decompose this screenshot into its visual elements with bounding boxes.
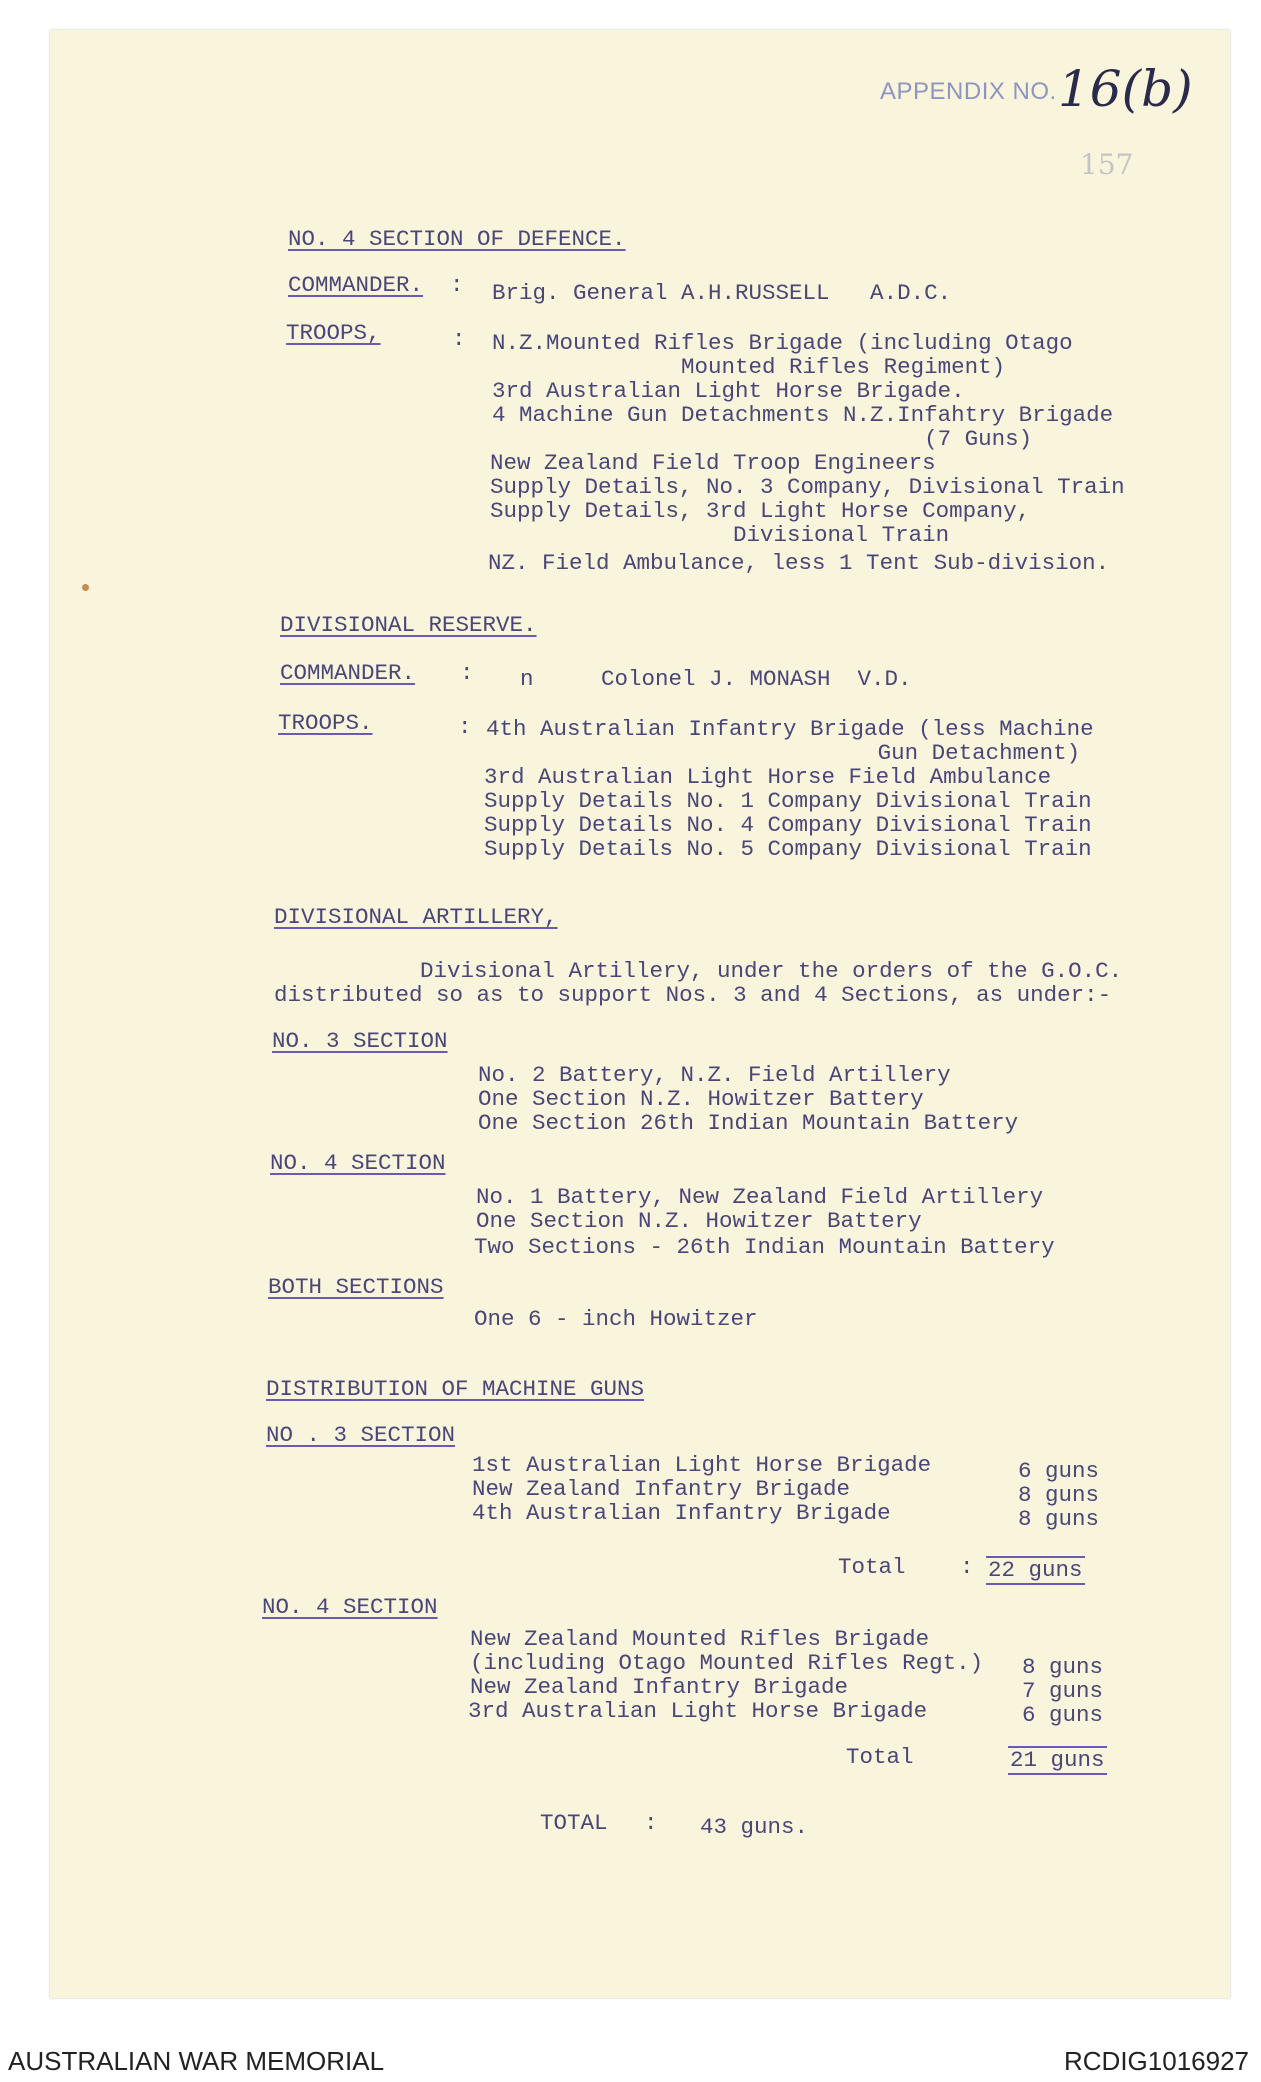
- artillery-sec3-label: NO. 3 SECTION: [272, 1028, 448, 1054]
- section4-title: NO. 4 SECTION OF DEFENCE.: [288, 226, 626, 252]
- artillery-title: DIVISIONAL ARTILLERY,: [274, 904, 558, 930]
- list-item: No. 1 Battery, New Zealand Field Artillery: [476, 1184, 1044, 1210]
- list-item: Gun Detachment): [486, 740, 1081, 766]
- list-item: Divisional Train: [490, 522, 950, 548]
- mg-unit: 1st Australian Light Horse Brigade: [472, 1452, 932, 1478]
- mg-sec4-label: NO. 4 SECTION: [262, 1594, 438, 1620]
- reserve-title: DIVISIONAL RESERVE.: [280, 612, 537, 638]
- mg-sec3-label: NO . 3 SECTION: [266, 1422, 456, 1448]
- mg-unit: 3rd Australian Light Horse Brigade: [468, 1698, 928, 1724]
- section4-commander-sep: :: [450, 272, 464, 298]
- mg-guns: 8 guns: [1018, 1506, 1100, 1532]
- mg-guns: 8 guns: [1018, 1482, 1100, 1508]
- mg-sec3-total-sep: :: [960, 1554, 974, 1580]
- appendix-stamp: APPENDIX NO.: [880, 78, 1057, 105]
- mg-sec4-total-label: Total: [846, 1744, 914, 1770]
- mg-unit: 4th Australian Infantry Brigade: [472, 1500, 891, 1526]
- mg-sec3-total-value: 22 guns: [988, 1557, 1083, 1583]
- list-item: One Section N.Z. Howitzer Battery: [476, 1208, 922, 1234]
- section4-commander-value: Brig. General A.H.RUSSELL A.D.C.: [492, 280, 952, 306]
- mg-unit: New Zealand Infantry Brigade: [470, 1674, 849, 1700]
- mg-unit: New Zealand Infantry Brigade: [472, 1476, 851, 1502]
- list-item: Supply Details, 3rd Light Horse Company,: [490, 498, 1031, 524]
- list-item: 4th Australian Infantry Brigade (less Machine: [486, 716, 1094, 742]
- mg-sec3-total-label: Total: [838, 1554, 906, 1580]
- list-item: 4 Machine Gun Detachments N.Z.Infahtry Brigade: [492, 402, 1114, 428]
- list-item: NZ. Field Ambulance, less 1 Tent Sub-division.: [488, 550, 1110, 576]
- reserve-commander-value: n Colonel J. MONASH V.D.: [520, 666, 912, 692]
- mg-sec4-total-value: 21 guns: [1010, 1747, 1105, 1773]
- grand-total-sep: :: [644, 1810, 658, 1836]
- list-item: No. 2 Battery, N.Z. Field Artillery: [478, 1062, 951, 1088]
- appendix-handwritten-number: 16(b): [1058, 60, 1193, 118]
- grand-total-value: 43 guns.: [700, 1814, 809, 1840]
- section4-troops-label: TROOPS,: [286, 320, 381, 346]
- list-item: N.Z.Mounted Rifles Brigade (including Otago: [492, 330, 1073, 356]
- grand-total-label: TOTAL: [540, 1810, 608, 1836]
- artillery-both-label: BOTH SECTIONS: [268, 1274, 444, 1300]
- artillery-both-item: One 6 - inch Howitzer: [474, 1306, 758, 1332]
- artillery-intro-line2: distributed so as to support Nos. 3 and 4 Sections, as under:-: [274, 982, 1112, 1008]
- mg-guns: 6 guns: [1018, 1458, 1100, 1484]
- folio-number: 157: [1080, 148, 1134, 181]
- list-item: (7 Guns): [492, 426, 1033, 452]
- mg-guns: 7 guns: [1022, 1678, 1104, 1704]
- reserve-commander-sep: :: [460, 660, 474, 686]
- reserve-troops-label: TROOPS.: [278, 710, 373, 736]
- list-item: Supply Details No. 5 Company Divisional Train: [484, 836, 1092, 862]
- list-item: Two Sections - 26th Indian Mountain Battery: [474, 1234, 1055, 1260]
- list-item: 3rd Australian Light Horse Brigade.: [492, 378, 965, 404]
- list-item: One Section N.Z. Howitzer Battery: [478, 1086, 924, 1112]
- list-item: New Zealand Field Troop Engineers: [490, 450, 936, 476]
- artillery-intro-line1: Divisional Artillery, under the orders of the G.O.C.: [420, 958, 1123, 984]
- list-item: One Section 26th Indian Mountain Battery: [478, 1110, 1019, 1136]
- mg-unit: New Zealand Mounted Rifles Brigade: [470, 1626, 930, 1652]
- section4-commander-label: COMMANDER.: [288, 272, 424, 298]
- mg-guns: 6 guns: [1022, 1702, 1104, 1728]
- list-item: Supply Details, No. 3 Company, Divisional Train: [490, 474, 1125, 500]
- section4-troops-sep: :: [452, 326, 466, 352]
- list-item: Supply Details No. 4 Company Divisional Train: [484, 812, 1092, 838]
- paper-mark: [82, 584, 89, 591]
- reserve-troops-sep: :: [458, 714, 472, 740]
- mg-guns: 8 guns: [1022, 1654, 1104, 1680]
- footer-record-id: RCDIG1016927: [1064, 2046, 1249, 2076]
- machine-guns-title: DISTRIBUTION OF MACHINE GUNS: [266, 1376, 645, 1402]
- mg-unit: (including Otago Mounted Rifles Regt.): [470, 1650, 984, 1676]
- list-item: Mounted Rifles Regiment): [492, 354, 1006, 380]
- artillery-sec4-label: NO. 4 SECTION: [270, 1150, 446, 1176]
- list-item: Supply Details No. 1 Company Divisional Train: [484, 788, 1092, 814]
- footer-institution: AUSTRALIAN WAR MEMORIAL: [8, 2046, 385, 2076]
- list-item: 3rd Australian Light Horse Field Ambulance: [484, 764, 1052, 790]
- reserve-commander-label: COMMANDER.: [280, 660, 416, 686]
